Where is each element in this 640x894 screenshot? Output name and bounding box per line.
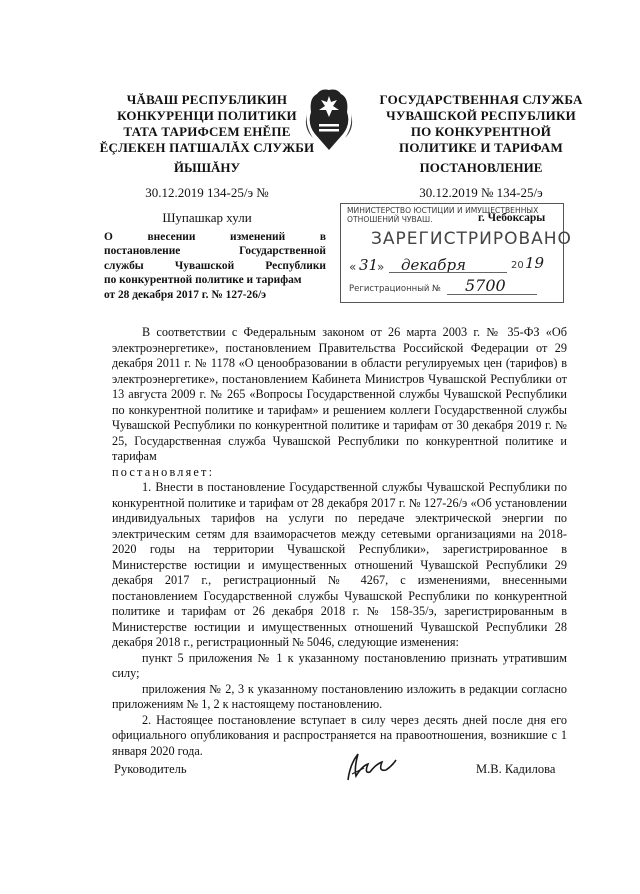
stamp-year-prefix: 20 [511,260,524,271]
body-preamble: В соответствии с Федеральным законом от 26 марта 2003 г. № 35-ФЗ «Об электроэнергетике», постановлением Правительства Российской Федерации от 29 декабря 2011 г. № 1178 «О ценообразовании в области регулируемых цен (тарифов) в электроэнергетике», постановлением Кабинета Министров Чувашской Республики от 13 августа 2009 г. № 265 «Вопросы Государственной службы Чувашской Республики по конкурентной политике и тарифам» и решением коллеги Государственной службы Чувашской Республики по конкурентной политике и тарифам от 30 декабря 2019 г. № 25, Государственная служба Чувашской Республики по конкурентной политике и тарифам [112,325,567,463]
header-left-doc-type: ЙЫШĂНУ [173,160,241,175]
body-item-2: 2. Настоящее постановление вступает в силу через десять дней после дня его официального опубликования и распространяется на правоотношения, возникшие с 1 января 2020 года. [112,712,567,758]
header-right-line: ЧУВАШСКОЙ РЕСПУБЛИКИ [386,108,576,123]
document-body [112,325,567,759]
header-right-line: ГОСУДАРСТВЕННАЯ СЛУЖБА [379,92,583,107]
subject-line: службы Чувашской Республики [104,259,326,272]
header-right-line: ПО КОНКУРЕНТНОЙ [410,124,552,139]
signature-name: М.В. Кадилова [476,762,556,776]
body-item-1a: пункт 5 приложения № 1 к указанному постановлению признать утратившим силу; [112,650,567,680]
header-left-line: ЧĂВАШ РЕСПУБЛИКИН [126,92,288,107]
stamp-org-line: ОТНОШЕНИЙ ЧУВАШ. [347,215,433,224]
body-item-1b: приложения № 2, 3 к указанному постановлению изложить в редакции согласно приложениям № 1, 2 к настоящему постановлению. [112,681,567,711]
header-left-line: ĔÇЛЕКЕН ПАТШАЛĂХ СЛУЖБИ [99,140,315,155]
subject-line: по конкурентной политике и тарифам [104,274,302,287]
stamp-month: декабря [401,256,466,274]
subject-line: постановление Государственной [104,245,326,258]
handwritten-signature-icon [340,746,400,786]
header-right-line: ПОЛИТИКЕ И ТАРИФАМ [399,140,563,155]
header-left-line: ТАТА ТАРИФСЕМ ЕНĚПЕ [123,124,291,139]
stamp-day: 31 [359,256,379,274]
document-subject [104,230,326,302]
stamp-reg-number: 5700 [465,276,506,295]
subject-line: О внесении изменений в [104,231,326,243]
header-right-date-number: 30.12.2019 № 134-25/э [419,185,543,200]
header-left-date-number: 30.12.2019 134-25/э № [145,185,269,200]
header-left-org [92,92,322,156]
header-left-line: КОНКУРЕНЦИ ПОЛИТИКИ [117,108,297,123]
stamp-year-suffix: 19 [525,254,545,272]
subject-line: от 28 декабря 2017 г. № 127-26/э [104,288,267,301]
body-decides: постановляет: [112,464,215,479]
body-item-1: 1. Внести в постановление Государственной службы Чувашской Республики по конкурентной политике и тарифам от 28 декабря 2017 г. № 127-26/э «Об установлении индивидуальных тарифов на услуги по передаче электрической энергии по электрическим сетям для взаиморасчетов между сетевыми организациями на 2018-2020 годы на территории Чувашской Республики», зарегистрированное в Министерстве юстиции и имущественных отношений Чувашской Республики 29 декабря 2017 г., регистрационный № 4267, с изменениями, внесенными постановлением Государственной службы Чувашской Республики по конкурентной политике и тарифам от 26 декабря 2018 г. № 158-35/э, зарегистрированным в Министерстве юстиции и имущественных отношений Чувашской Республики 28 декабря 2018 г., регистрационный № 5046, следующие изменения: [112,480,567,649]
header-right-doc-type: ПОСТАНОВЛЕНИЕ [419,160,543,175]
stamp-org-line: МИНИСТЕРСТВО ЮСТИЦИИ И ИМУЩЕСТВЕННЫХ [347,206,539,215]
coat-of-arms-icon [301,84,357,156]
header-left-city: Шупашкар хули [162,210,252,225]
header-right-city: г. Чебоксары [478,212,546,224]
stamp-reg-label: Регистрационный № [349,284,441,294]
signature-position: Руководитель [114,762,187,776]
stamp-status: ЗАРЕГИСТРИРОВАНО [371,229,572,249]
header-right-org [365,92,597,156]
registration-stamp: МИНИСТЕРСТВО ЮСТИЦИИ И ИМУЩЕСТВЕННЫХ ОТНОШЕНИЙ ЧУВАШ. ЗАРЕГИСТРИРОВАНО « 31 » декабря 20 19 Регистрационный № 5700 [340,203,564,303]
